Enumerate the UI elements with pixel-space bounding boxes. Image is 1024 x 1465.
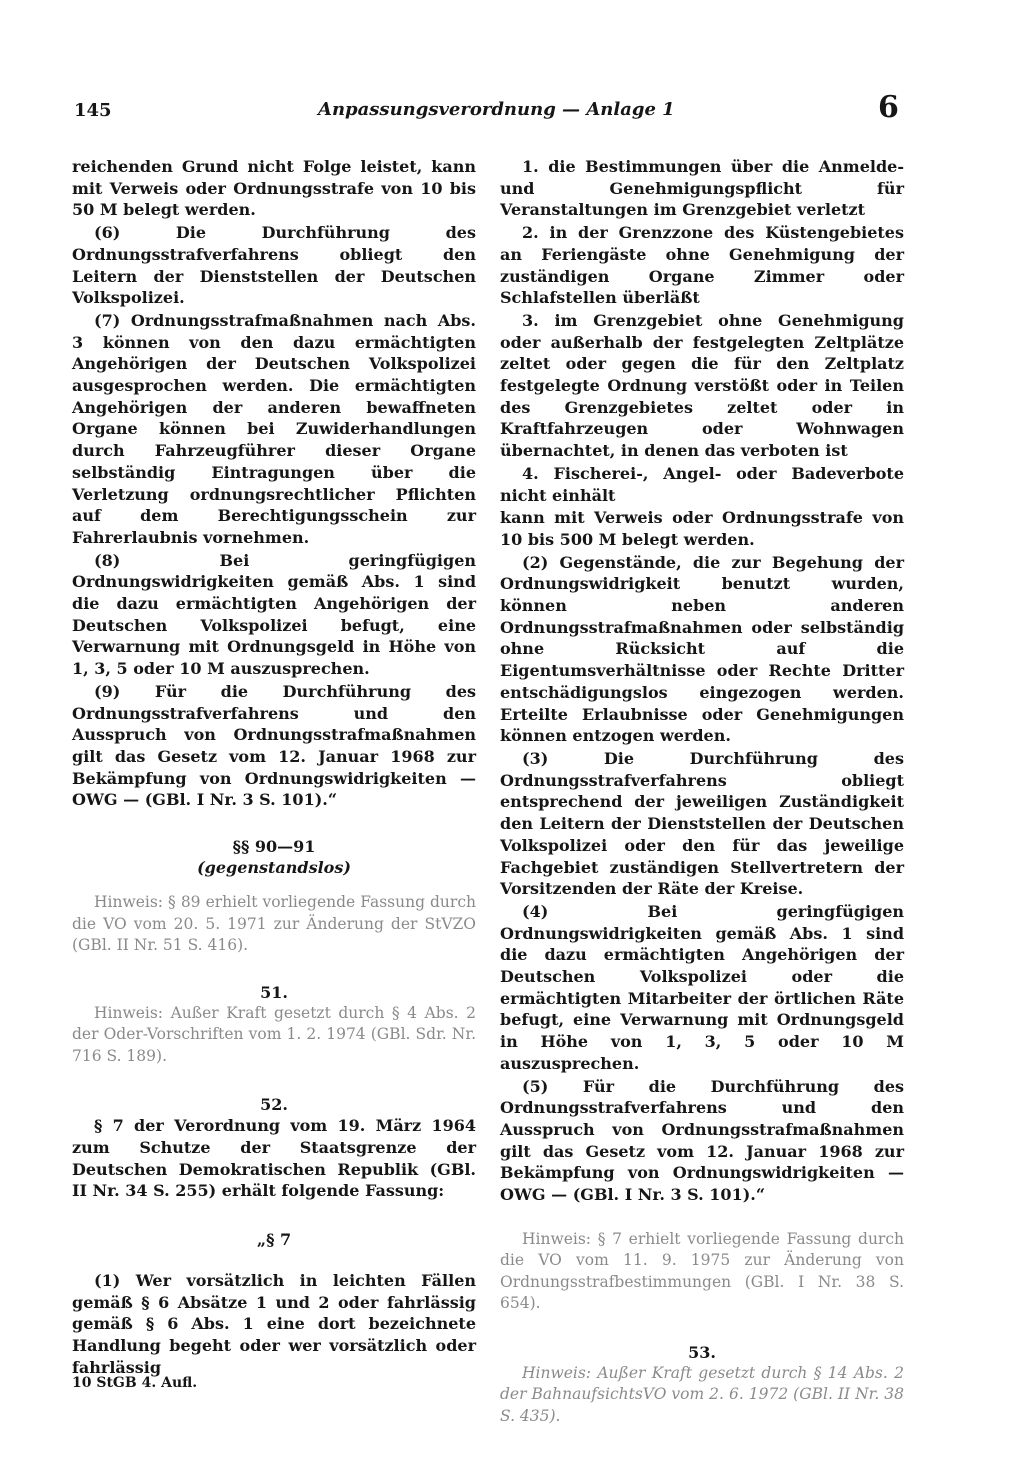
paragraph: (7) Ordnungsstrafmaßnahmen nach Abs. 3 können von den dazu ermächtigten Angehörigen der Deutschen Volkspolizei ausgesprochen werden. Die ermächtigten Angehörigen der anderen bewaffneten Organe können bei Zuwiderhandlungen durch Fahrzeugführer dieser Organe selbständig Eintragungen über die Verletzung ordnungsrechtlicher Pflichten auf dem Berechtigungsschein zur Fahrerlaubnis vornehmen. xyxy=(72,310,476,547)
right-column xyxy=(500,156,904,1428)
section-heading: 53. xyxy=(688,1342,716,1362)
paragraph: (1) Wer vorsätzlich in leichten Fällen gemäß § 6 Absätze 1 und 2 oder fahrlässig gemäß § 6 Abs. 1 eine dort bezeichnete Handlung begeht oder wer vorsätzlich oder fahrlässig xyxy=(72,1270,476,1377)
list-item: 4. Fischerei-, Angel- oder Badeverbote nicht einhält xyxy=(500,463,904,505)
paragraph: § 7 der Verordnung vom 19. März 1964 zum Schutze der Staatsgrenze der Deutschen Demokratischen Republik (GBl. II Nr. 34 S. 255) erhält folgende Fassung: xyxy=(72,1116,476,1201)
section-subheading: (gegenstandslos) xyxy=(197,858,351,878)
paragraph: (8) Bei geringfügigen Ordnungswidrigkeiten gemäß Abs. 1 sind die dazu ermächtigten Angehörigen der Deutschen Volkspolizei befugt, eine Verwarnung mit Ordnungsgeld in Höhe von 1, 3, 5 oder 10 M auszusprechen. xyxy=(72,550,476,679)
note: Hinweis: Außer Kraft gesetzt durch § 14 Abs. 2 der BahnaufsichtsVO vom 2. 6. 1972 (GBl. II Nr. 38 S. 435). xyxy=(500,1363,904,1425)
paragraph: (4) Bei geringfügigen Ordnungswidrigkeiten gemäß Abs. 1 sind die dazu ermächtigten Angehörigen der Deutschen Volkspolizei oder die ermächtigten Mitarbeiter der örtlichen Räte befugt, eine Verwarnung mit Ordnungsgeld in Höhe von 1, 3, 5 oder 10 M auszusprechen. xyxy=(500,901,904,1073)
list-item: 1. die Bestimmungen über die Anmelde- und Genehmigungspflicht für Veranstaltungen im Grenzgebiet verletzt xyxy=(500,157,904,220)
note: Hinweis: § 7 erhielt vorliegende Fassung durch die VO vom 11. 9. 1975 zur Änderung von Ordnungsstrafbestimmungen (GBl. I Nr. 38 S. 654). xyxy=(500,1229,904,1313)
paragraph: kann mit Verweis oder Ordnungsstrafe von 10 bis 500 M belegt werden. xyxy=(500,508,904,549)
paragraph: (3) Die Durchführung des Ordnungsstrafverfahrens obliegt entsprechend der jeweiligen Zuständigkeit den Leitern der Dienststellen der Deutschen Volkspolizei oder den für das jeweilige Fachgebiet zuständigen Stellvertretern der Vorsitzenden der Räte der Kreise. xyxy=(500,748,904,899)
note: Hinweis: § 89 erhielt vorliegende Fassung durch die VO vom 20. 5. 1971 zur Änderung der StVZO (GBl. II Nr. 51 S. 416). xyxy=(72,893,476,955)
paragraph: (9) Für die Durchführung des Ordnungsstrafverfahrens und den Ausspruch von Ordnungsstrafmaßnahmen gilt das Gesetz vom 12. Januar 1968 zur Bekämpfung von Ordnungswidrigkeiten — OWG — (GBl. I Nr. 3 S. 101).“ xyxy=(72,681,476,810)
page-number: 145 xyxy=(74,100,112,121)
section-heading: „§ 7 xyxy=(256,1229,292,1249)
list-item: 2. in der Grenzzone des Küstengebietes an Feriengäste ohne Genehmigung der zuständigen Organe Zimmer oder Schlafstellen überläßt xyxy=(500,223,904,308)
paragraph: (2) Gegenstände, die zur Begehung der Ordnungswidrigkeit benutzt wurden, können neben anderen Ordnungsstrafmaßnahmen oder selbständig ohne Rücksicht auf die Eigentumsverhältnisse oder Rechte Dritter entschädigungslos eingezogen werden. Erteilte Erlaubnisse oder Genehmigungen können entzogen werden. xyxy=(500,552,904,746)
section-heading: §§ 90—91 xyxy=(232,837,316,857)
section-heading: 51. xyxy=(260,982,288,1002)
chapter-number: 6 xyxy=(878,90,899,125)
footer-signature: 10 StGB 4. Aufl. xyxy=(72,1375,198,1391)
paragraph: reichenden Grund nicht Folge leistet, kann mit Verweis oder Ordnungsstrafe von 10 bis 50 M belegt werden. xyxy=(72,157,476,220)
paragraph: (5) Für die Durchführung des Ordnungsstrafverfahrens und den Ausspruch von Ordnungsstrafmaßnahmen gilt das Gesetz vom 12. Januar 1968 zur Bekämpfung von Ordnungswidrigkeiten — OWG — (GBl. I Nr. 3 S. 101).“ xyxy=(500,1076,904,1205)
note: Hinweis: Außer Kraft gesetzt durch § 4 Abs. 2 der Oder-Vorschriften vom 1. 2. 1974 (GBl. Sdr. Nr. 716 S. 189). xyxy=(72,1003,476,1065)
left-column xyxy=(72,156,476,1379)
running-header-title: Anpassungsverordnung — Anlage 1 xyxy=(318,99,675,120)
section-heading: 52. xyxy=(260,1095,288,1115)
paragraph: (6) Die Durchführung des Ordnungsstrafverfahrens obliegt den Leitern der Dienststellen der Deutschen Volkspolizei. xyxy=(72,223,476,308)
list-item: 3. im Grenzgebiet ohne Genehmigung oder außerhalb der festgelegten Zeltplätze zeltet oder gegen die für den Zeltplatz festgelegte Ordnung verstößt oder in Teilen des Grenzgebietes zeltet oder in Kraftfahrzeugen oder Wohnwagen übernachtet, in denen das verboten ist xyxy=(500,310,904,461)
